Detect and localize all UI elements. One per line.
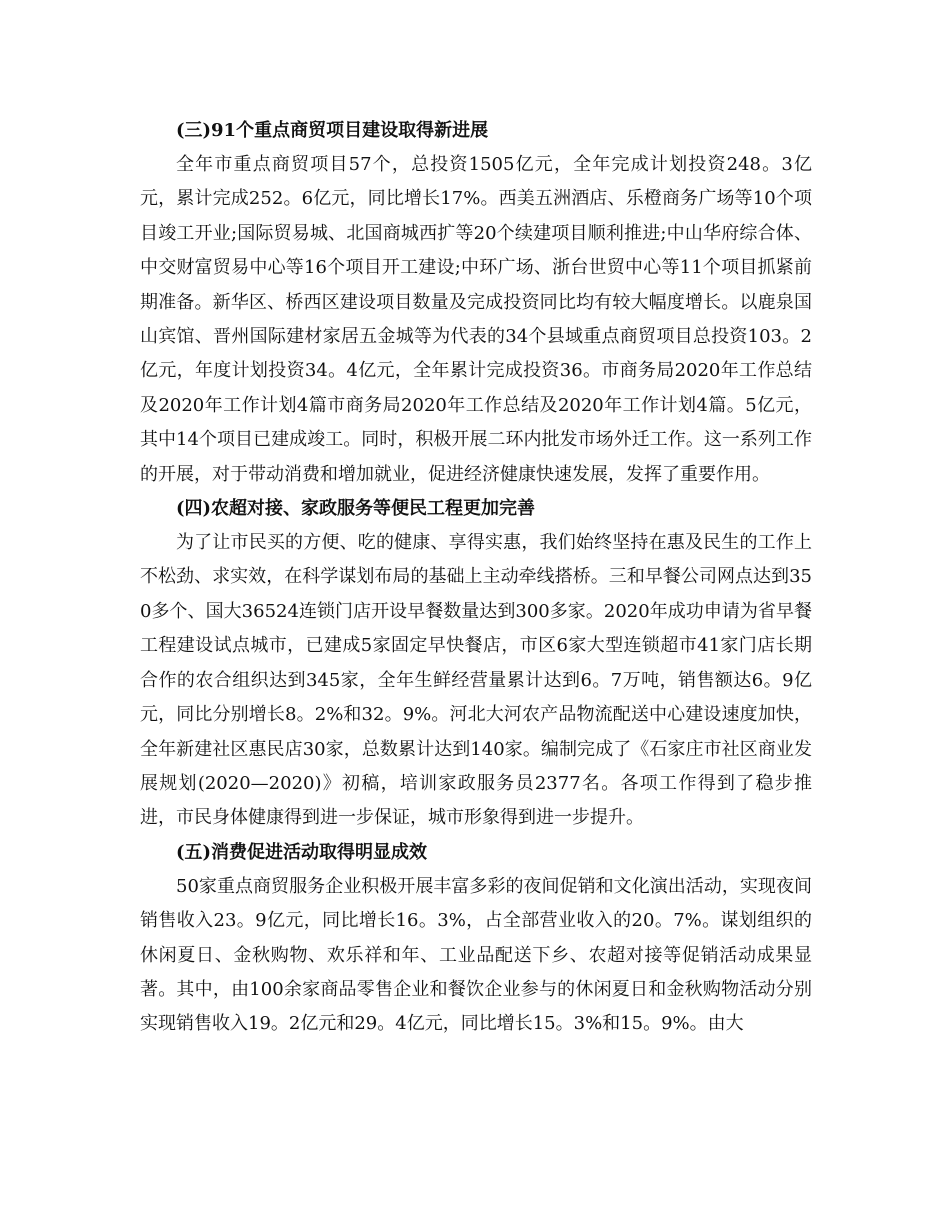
section-heading-5: (五)消费促进活动取得明显成效 xyxy=(176,841,428,863)
document-body xyxy=(140,114,812,1042)
section-heading-3: (三)91个重点商贸项目建设取得新进展 xyxy=(176,120,489,141)
section-heading-4: (四)农超对接、家政服务等便民工程更加完善 xyxy=(176,498,536,520)
section-paragraph-5: 50家重点商贸服务企业积极开展丰富多彩的夜间促销和文化演出活动，实现夜间销售收入23。9亿元，同比增长16。3%，占全部营业收入的20。7%。谋划组织的休闲夏日、金秋购物、欢乐祥和年、工业品配送下乡、农超对接等促销活动成果显著。其中，由100余家商品零售企业和餐饮企业参与的休闲夏日和金秋购物活动分别实现销售收入19。2亿元和29。4亿元，同比增长15。3%和15。9%。由大 xyxy=(140,875,812,1035)
section-paragraph-3: 全年市重点商贸项目57个，总投资1505亿元，全年完成计划投资248。3亿元，累计完成252。6亿元，同比增长17%。西美五洲酒店、乐橙商务广场等10个项目竣工开业;国际贸易城、北国商城西扩等20个续建项目顺利推进;中山华府综合体、中交财富贸易中心等16个项目开工建设;中环广场、浙台世贸中心等11个项目抓紧前期准备。新华区、桥西区建设项目数量及完成投资同比均有较大幅度增长。以鹿泉国山宾馆、晋州国际建材家居五金城等为代表的34个县域重点商贸项目总投资103。2亿元，年度计划投资34。4亿元，全年累计完成投资36。市商务局2020年工作总结及2020年工作计划4篇市商务局2020年工作总结及2020年工作计划4篇。5亿元，其中14个项目已建成竣工。同时，积极开展二环内批发市场外迁工作。这一系列工作的开展，对于带动消费和增加就业，促进经济健康快速发展，发挥了重要作用。 xyxy=(140,154,812,485)
section-paragraph-4: 为了让市民买的方便、吃的健康、享得实惠，我们始终坚持在惠及民生的工作上不松劲、求实效，在科学谋划布局的基础上主动牵线搭桥。三和早餐公司网点达到350多个、国大36524连锁门店开设早餐数量达到300多家。2020年成功申请为省早餐工程建设试点城市，已建成5家固定早快餐店，市区6家大型连锁超市41家门店长期合作的农合组织达到345家，全年生鲜经营量累计达到6。7万吨，销售额达6。9亿元，同比分别增长8。2%和32。9%。河北大河农产品物流配送中心建设速度加快，全年新建社区惠民店30家，总数累计达到140家。编制完成了《石家庄市社区商业发展规划(2020—2020)》初稿，培训家政服务员2377名。各项工作得到了稳步推进，市民身体健康得到进一步保证，城市形象得到进一步提升。 xyxy=(140,532,812,829)
